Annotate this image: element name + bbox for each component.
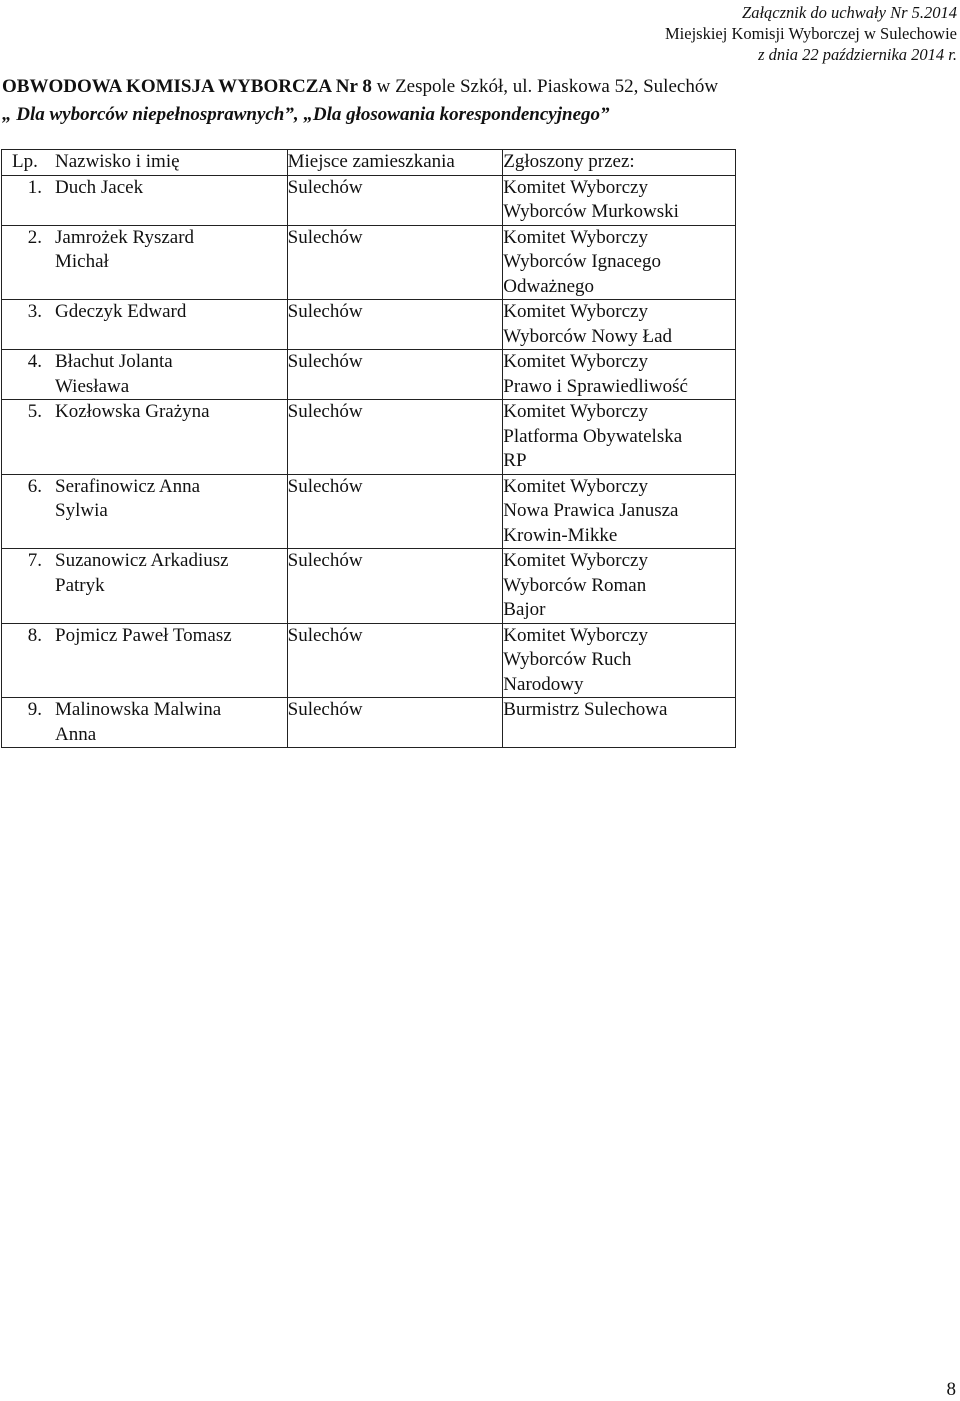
member-residence: Sulechów [287,350,503,400]
member-cell [2,623,288,698]
member-name: Gdeczyk Edward [55,301,187,322]
member-cell [2,698,288,748]
row-number: 5. [27,401,42,422]
row-number: 6. [27,475,42,497]
member-submitted-by: Komitet Wyborczy Wyborców Roman Bajor [503,549,736,624]
header-submitted-by: Zgłoszony przez: [503,150,736,176]
member-residence: Sulechów [287,225,503,300]
member-submitted-by: Komitet Wyborczy Wyborców Murkowski [503,175,736,225]
member-cell [2,300,288,350]
header-lp: Lp. [12,151,38,172]
member-submitted-by: Komitet Wyborczy Platforma Obywatelska RP [503,400,736,475]
row-number: 2. [27,226,42,248]
member-cell [2,400,288,475]
table-row [2,623,736,698]
commission-subtitle: „ Dla wyborców niepełnosprawnych”, „Dla głosowania korespondencyjnego” [2,104,610,125]
header-lp-name [2,150,288,176]
row-number: 9. [27,699,42,720]
member-name: Serafinowicz Anna Sylwia [55,475,201,521]
row-number: 7. [27,550,42,571]
member-residence: Sulechów [287,175,503,225]
member-name: Jamrożek Ryszard Michał [55,226,195,272]
page-number: 8 [946,1379,956,1400]
member-cell [2,350,288,400]
table-row [2,350,736,400]
attachment-line-3: z dnia 22 października 2014 r. [758,45,957,64]
table-header-row [2,150,736,176]
member-cell [2,225,288,300]
table-row [2,175,736,225]
member-residence: Sulechów [287,300,503,350]
member-cell [2,549,288,624]
table-row [2,225,736,300]
row-number: 4. [27,351,42,372]
member-residence: Sulechów [287,549,503,624]
member-residence: Sulechów [287,400,503,475]
header-name: Nazwisko i imię [55,151,180,172]
table-row [2,698,736,748]
member-residence: Sulechów [287,698,503,748]
attachment-line-1: Załącznik do uchwały Nr 5.2014 [742,3,957,22]
member-submitted-by: Komitet Wyborczy Wyborców Nowy Ład [503,300,736,350]
table-row [2,300,736,350]
member-name: Duch Jacek [55,176,144,198]
commission-title [2,75,718,99]
members-table [1,149,736,748]
member-residence: Sulechów [287,623,503,698]
row-number: 3. [27,301,42,322]
attachment-line-2: Miejskiej Komisji Wyborczej w Sulechowie [665,24,957,43]
table-body [2,175,736,748]
member-submitted-by: Komitet Wyborczy Wyborców Ruch Narodowy [503,623,736,698]
row-number: 8. [27,624,42,646]
member-cell [2,175,288,225]
member-submitted-by: Komitet Wyborczy Nowa Prawica Janusza Krowin-Mikke [503,474,736,549]
member-residence: Sulechów [287,474,503,549]
member-submitted-by: Komitet Wyborczy Prawo i Sprawiedliwość [503,350,736,400]
member-cell [2,474,288,549]
commission-title-location: w Zespole Szkół, ul. Piaskowa 52, Sulechów [371,76,719,97]
member-submitted-by: Burmistrz Sulechowa [503,698,736,748]
member-name: Pojmicz Paweł Tomasz [55,624,232,646]
member-name: Malinowska Malwina Anna [55,699,222,745]
member-name: Kozłowska Grażyna [55,401,210,422]
attachment-header [665,2,957,65]
commission-title-bold: OBWODOWA KOMISJA WYBORCZA Nr 8 [2,76,372,97]
table-row [2,400,736,475]
member-name: Błachut Jolanta Wiesława [55,351,173,397]
header-place: Miejsce zamieszkania [287,150,503,176]
table-row [2,474,736,549]
member-name: Suzanowicz Arkadiusz Patryk [55,550,229,596]
member-submitted-by: Komitet Wyborczy Wyborców Ignacego Odważnego [503,225,736,300]
table-row [2,549,736,624]
row-number: 1. [27,176,42,198]
